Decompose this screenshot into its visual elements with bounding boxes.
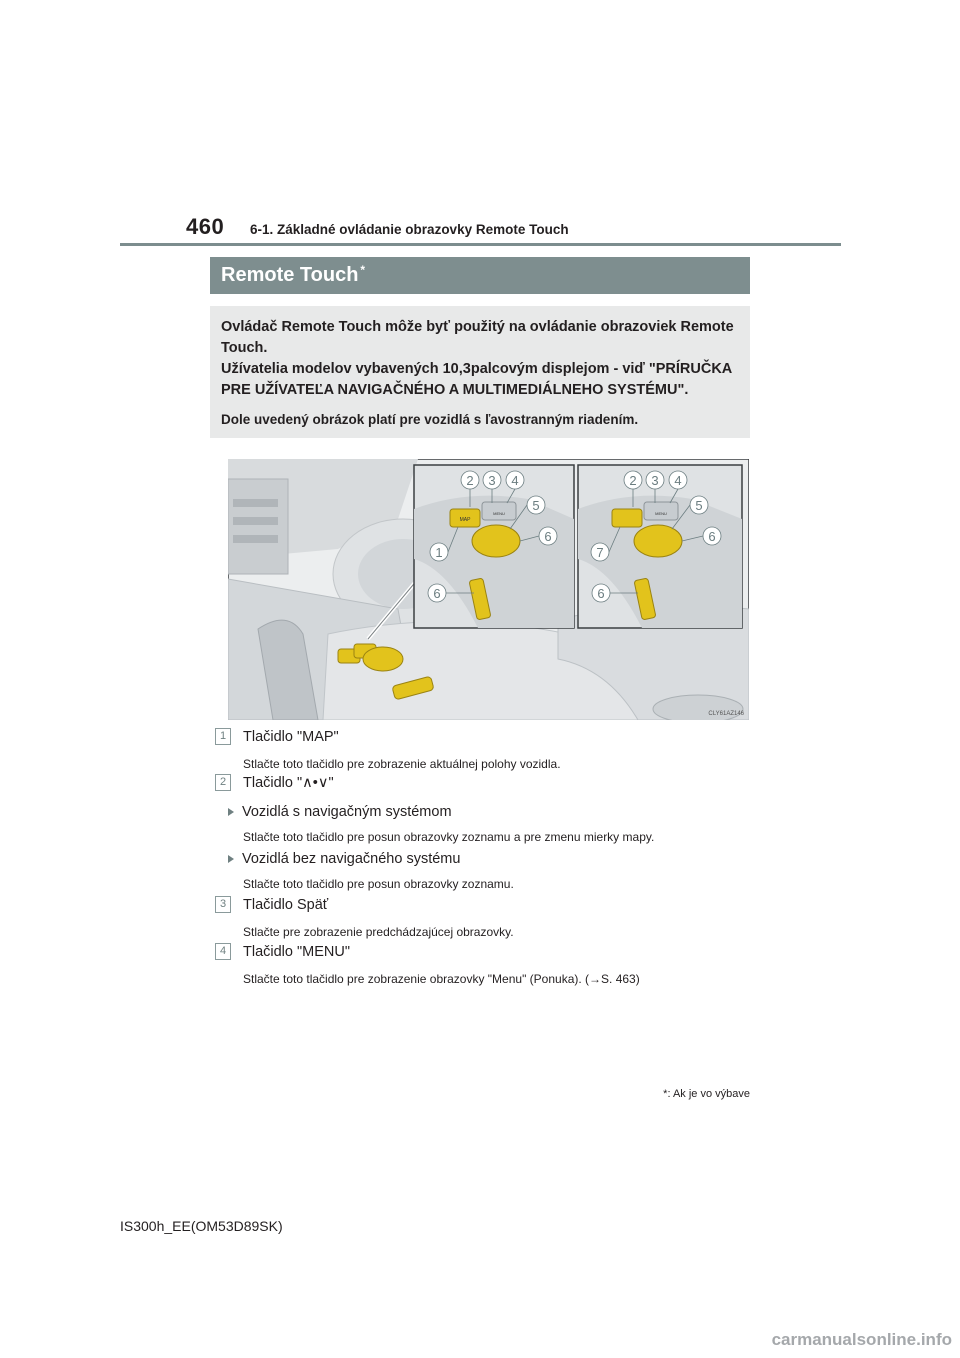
callout-2-right: 2: [629, 473, 637, 488]
callout-6: 6: [544, 529, 552, 544]
item-4-label: Tlačidlo "MENU": [243, 943, 350, 960]
item-2: [215, 774, 334, 792]
bullet-triangle-icon: [228, 808, 234, 816]
callout-5: 5: [532, 498, 540, 513]
item-4-description: Stlačte toto tlačidlo pre zobrazenie obrazovky "Menu" (Ponuka). (→S. 463): [243, 972, 640, 986]
item-3: [215, 896, 328, 914]
callout-6-lower: 6: [433, 586, 441, 601]
callout-7: 7: [596, 545, 604, 560]
item-2-sub-2-description: Stlačte toto tlačidlo pre posun obrazovky zoznamu.: [243, 877, 514, 891]
intro-note: Dole uvedený obrázok platí pre vozidlá s ľavostranným riadením.: [221, 412, 639, 427]
asterisk-marker: *: [360, 263, 366, 277]
watermark: carmanualsonline.info: [771, 1330, 952, 1349]
callout-3: 3: [488, 473, 496, 488]
item-2-sub-1: [228, 804, 452, 820]
callout-3-right: 3: [651, 473, 659, 488]
item-3-description: Stlačte pre zobrazenie predchádzajúcej obrazovky.: [243, 925, 514, 939]
intro-line-1: Ovládač Remote Touch môže byť použitý na ovládanie obrazoviek Remote Touch.: [221, 319, 734, 356]
item-2-sub-2-label: Vozidlá bez navigačného systému: [242, 851, 461, 867]
item-1-number: 1: [215, 728, 231, 745]
item-2-sub-1-label: Vozidlá s navigačným systémom: [242, 804, 452, 820]
document-id: IS300h_EE(OM53D89SK): [120, 1218, 283, 1234]
item-2-label: Tlačidlo "∧•∨": [243, 774, 334, 791]
title-text: Remote Touch: [221, 264, 359, 286]
item-2-sub-2: [228, 851, 460, 867]
callout-6-right-lower: 6: [597, 586, 605, 601]
item-2-sub-1-description: Stlačte toto tlačidlo pre posun obrazovky zoznamu a pre zmenu mierky mapy.: [243, 830, 655, 844]
inset-left: [414, 465, 574, 628]
figure-code: CLY61AZ146: [708, 711, 744, 717]
menu-button-text-left: MENU: [493, 511, 505, 516]
callout-4: 4: [511, 473, 519, 488]
item-3-label: Tlačidlo Späť: [243, 896, 329, 913]
intro-box: [210, 306, 750, 438]
item-1-description: Stlačte toto tlačidlo pre zobrazenie aktuálnej polohy vozidla.: [243, 757, 561, 771]
item-3-number: 3: [215, 896, 231, 913]
callout-6-right: 6: [708, 529, 716, 544]
bullet-triangle-icon: [228, 855, 234, 863]
item-1-label: Tlačidlo "MAP": [243, 728, 339, 745]
page-number: 460: [186, 214, 225, 239]
title-bar: [210, 257, 750, 294]
item-4-number: 4: [215, 943, 231, 960]
item-2-number: 2: [215, 774, 231, 791]
callout-4-right: 4: [674, 473, 682, 488]
footnote: *: Ak je vo výbave: [663, 1088, 750, 1100]
remote-touch-illustration: [228, 459, 749, 720]
menu-button-text-right: MENU: [655, 511, 667, 516]
section-title: 6-1. Základné ovládanie obrazovky Remote Touch: [250, 222, 569, 237]
item-4: [215, 943, 350, 961]
callout-2: 2: [466, 473, 474, 488]
item-1: [215, 728, 339, 746]
inset-right: [578, 465, 742, 628]
header-divider: [120, 243, 841, 246]
callout-1: 1: [435, 545, 443, 560]
map-button-text: MAP: [459, 517, 471, 523]
callout-5-right: 5: [695, 498, 703, 513]
intro-line-2: Užívatelia modelov vybavených 10,3palcovým displejom - viď "PRÍRUČKA PRE UŽÍVATEĽA NAVIGAČNÉHO A MULTIMEDIÁLNEHO SYSTÉMU".: [221, 361, 732, 398]
